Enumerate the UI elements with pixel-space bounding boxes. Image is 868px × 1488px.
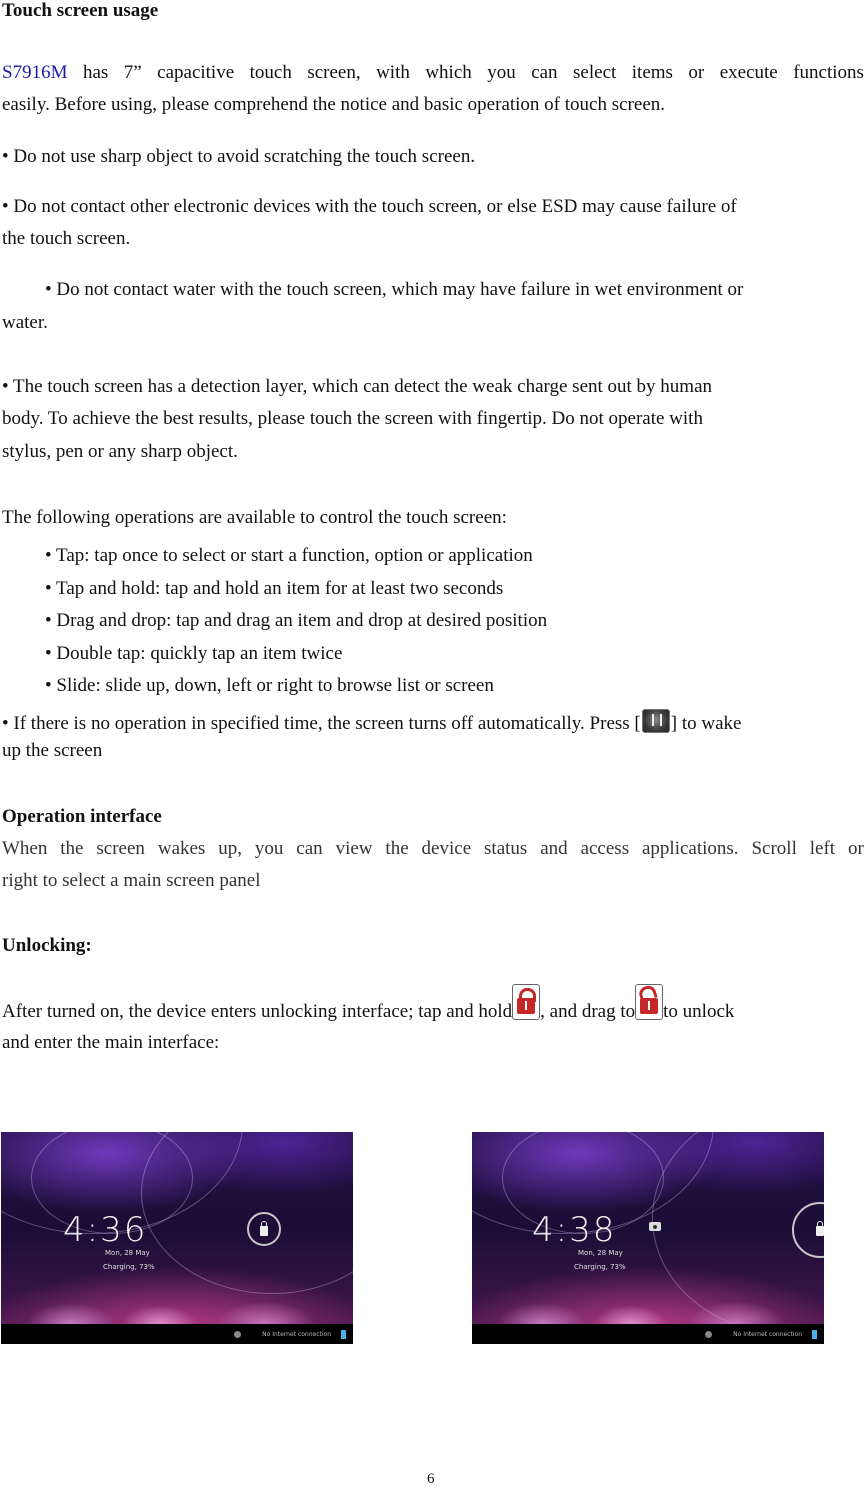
battery-icon <box>812 1330 817 1339</box>
unlock-icon <box>635 984 663 1020</box>
lock-charging: Charging, 73% <box>574 1263 626 1271</box>
operation-line-1: When the screen wakes up, you can view the device status and access applications. Scroll left or <box>2 838 864 859</box>
unlock-ring[interactable] <box>247 1212 281 1246</box>
timeout-line-1: • If there is no operation in specified time, the screen turns off automatically. Press [ ] to wake <box>2 709 741 733</box>
power-icon <box>642 709 670 733</box>
bullet-esd-line-2: the touch screen. <box>2 228 131 249</box>
model-name: S7916M <box>2 62 68 83</box>
settings-icon <box>705 1331 712 1338</box>
unlock-line-1: After turned on, the device enters unlocking interface; tap and hold , and drag to to unlock <box>2 984 734 1029</box>
page-number: 6 <box>427 1471 435 1487</box>
unlock-line-2: and enter the main interface: <box>2 1032 220 1053</box>
lockscreen-screenshot-1 <box>1 1132 353 1344</box>
battery-icon <box>341 1330 346 1339</box>
lotus-wallpaper <box>1 1286 353 1324</box>
ring-lock-icon <box>260 1226 268 1236</box>
bullet-detection-line-3: stylus, pen or any sharp object. <box>2 441 238 462</box>
status-text: No Internet connection <box>733 1331 802 1338</box>
intro-line-2: easily. Before using, please comprehend the notice and basic operation of touch screen. <box>2 94 665 115</box>
lotus-wallpaper <box>472 1286 824 1324</box>
section-title-touch: Touch screen usage <box>2 0 159 21</box>
lock-date: Mon, 28 May <box>105 1249 150 1257</box>
operation-slide: • Slide: slide up, down, left or right to browse list or screen <box>45 675 494 696</box>
lock-charging: Charging, 73% <box>103 1263 155 1271</box>
lock-clock: 4:38 <box>532 1210 617 1250</box>
timeout-line-2: up the screen <box>2 740 103 761</box>
lock-clock: 4:36 <box>63 1210 148 1250</box>
operation-tap: • Tap: tap once to select or start a function, option or application <box>45 545 533 566</box>
operation-double-tap: • Double tap: quickly tap an item twice <box>45 643 343 664</box>
lockscreen-screenshot-2 <box>472 1132 824 1344</box>
camera-icon[interactable] <box>649 1222 661 1231</box>
section-title-operation: Operation interface <box>2 806 162 827</box>
operation-drag-drop: • Drag and drop: tap and drag an item and drop at desired position <box>45 610 548 631</box>
bullet-detection-line-1: • The touch screen has a detection layer, which can detect the weak charge sent out by human <box>2 376 713 397</box>
bullet-esd-line-1: • Do not contact other electronic devices with the touch screen, or else ESD may cause failure of <box>2 196 737 217</box>
bullet-detection-line-2: body. To achieve the best results, please touch the screen with fingertip. Do not operate with <box>2 408 703 429</box>
lock-date: Mon, 28 May <box>578 1249 623 1257</box>
operations-intro: The following operations are available to control the touch screen: <box>2 507 507 528</box>
settings-icon <box>234 1331 241 1338</box>
section-title-unlocking: Unlocking: <box>2 935 92 956</box>
lock-icon <box>512 984 540 1020</box>
operation-line-2: right to select a main screen panel <box>2 870 261 891</box>
bullet-sharp-object: • Do not use sharp object to avoid scratching the touch screen. <box>2 146 476 167</box>
operation-tap-hold: • Tap and hold: tap and hold an item for at least two seconds <box>45 578 504 599</box>
bullet-water-line-2: water. <box>2 312 48 333</box>
ring-unlock-icon <box>816 1226 824 1236</box>
status-bar <box>1 1324 353 1344</box>
intro-line-1: S7916M has 7” capacitive touch screen, with which you can select items or execute functions <box>2 62 864 83</box>
status-text: No Internet connection <box>262 1331 331 1338</box>
status-bar <box>472 1324 824 1344</box>
bullet-water-line-1: • Do not contact water with the touch screen, which may have failure in wet environment or <box>45 279 744 300</box>
